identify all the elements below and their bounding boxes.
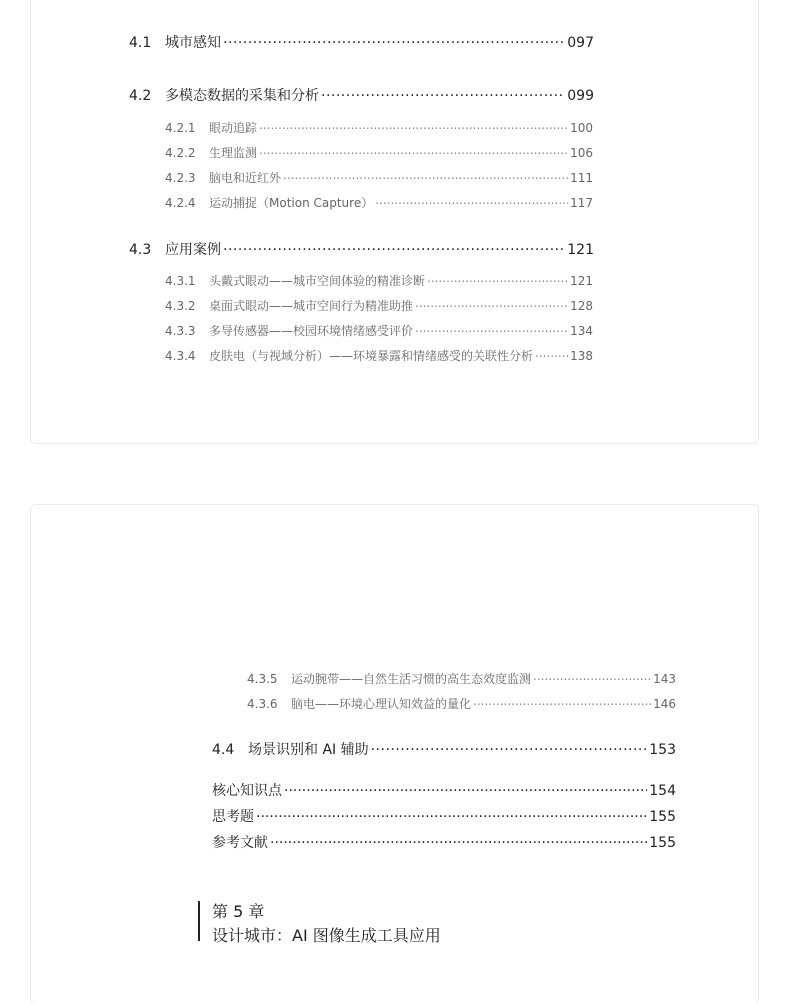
dot-leader [427,273,568,285]
toc-entry [165,272,593,289]
toc-entry-title: 头戴式眼动——城市空间体验的精准诊断 [209,274,426,288]
toc-entry-page: 106 [570,146,593,160]
toc-entry-title: 核心知识点 [212,783,282,799]
toc-entry-title: 脑电和近红外 [209,171,282,185]
toc-entry-title: 皮肤电（与视域分析）——环境暴露和情绪感受的关联性分析 [209,349,534,363]
dot-leader [223,33,565,47]
toc-entry-number: 4.3.5 [247,672,278,686]
toc-entry-number: 4.2.2 [165,146,196,160]
dot-leader [415,323,568,335]
toc-entry [212,780,676,800]
toc-entry-page: 143 [653,672,676,686]
toc-entry-number: 4.3.3 [165,324,196,338]
toc-entry [212,739,676,759]
dot-leader [375,195,568,207]
toc-entry-number: 4.2.4 [165,196,196,210]
dot-leader [533,671,651,683]
toc-entry-title: 参考文献 [212,835,268,851]
toc-entry [212,832,676,852]
toc-entry [165,169,593,186]
toc-entry [165,347,593,364]
toc-entry [247,670,676,687]
toc-entry-page: 128 [570,299,593,313]
toc-entry-page: 111 [570,171,593,185]
toc-entry-number: 4.2.1 [165,121,196,135]
chapter-label: 第 5 章 [212,902,265,921]
toc-entry-title: 运动腕带——自然生活习惯的高生态效度监测 [291,672,532,686]
toc-entry-title: 场景识别和 AI 辅助 [248,742,369,758]
toc-entry-page: 097 [567,35,594,51]
dot-leader [259,145,568,157]
toc-entry-page: 138 [570,349,593,363]
toc-entry-number: 4.2 [129,88,152,104]
toc-entry-title: 眼动追踪 [209,121,258,135]
dot-leader [535,348,568,360]
dot-leader [259,120,568,132]
toc-entry [165,194,593,211]
toc-entry-number: 4.3.6 [247,697,278,711]
dot-leader [371,740,648,754]
dot-leader [415,298,568,310]
dot-leader [284,781,647,795]
dot-leader [256,807,647,821]
toc-entry [247,695,676,712]
toc-entry-page: 117 [570,196,593,210]
toc-entry-page: 121 [570,274,593,288]
toc-entry-page: 155 [649,835,676,851]
dot-leader [473,696,651,708]
toc-entry [165,119,593,136]
toc-entry [165,297,593,314]
toc-entry-page: 146 [653,697,676,711]
toc-entry [212,806,676,826]
toc-entry-title: 运动捕捉（Motion Capture） [209,196,374,210]
toc-entry-title: 桌面式眼动——城市空间行为精准助推 [209,299,414,313]
toc-entry-number: 4.2.3 [165,171,196,185]
toc-entry-title: 多模态数据的采集和分析 [165,88,319,104]
toc-entry-page: 155 [649,809,676,825]
chapter-marker-bar [198,901,200,941]
toc-entry-title: 城市感知 [165,35,221,51]
toc-entry [129,85,594,105]
dot-leader [283,170,568,182]
toc-entry-number: 4.3 [129,242,152,258]
dot-leader [270,833,647,847]
toc-entry [129,239,594,259]
dot-leader [223,240,565,254]
toc-entry-number: 4.3.1 [165,274,196,288]
toc-entry-page: 100 [570,121,593,135]
toc-entry-page: 099 [567,88,594,104]
toc-entry-title: 多导传感器——校园环境情绪感受评价 [209,324,414,338]
toc-entry-number: 4.3.4 [165,349,196,363]
toc-entry-page: 121 [567,242,594,258]
toc-entry [165,322,593,339]
toc-entry-title: 思考题 [212,809,254,825]
toc-entry-title: 应用案例 [165,242,221,258]
toc-entry-page: 154 [649,783,676,799]
toc-entry-number: 4.4 [212,742,235,758]
toc-entry-page: 134 [570,324,593,338]
toc-page-1 [30,0,759,444]
toc-entry-page: 153 [649,742,676,758]
toc-entry-title: 脑电——环境心理认知效益的量化 [291,697,472,711]
dot-leader [321,86,565,100]
chapter-title: 设计城市：AI 图像生成工具应用 [212,926,441,945]
toc-entry-title: 生理监测 [209,146,258,160]
toc-entry [129,32,594,52]
toc-entry-number: 4.3.2 [165,299,196,313]
toc-entry-number: 4.1 [129,35,152,51]
toc-entry [165,144,593,161]
